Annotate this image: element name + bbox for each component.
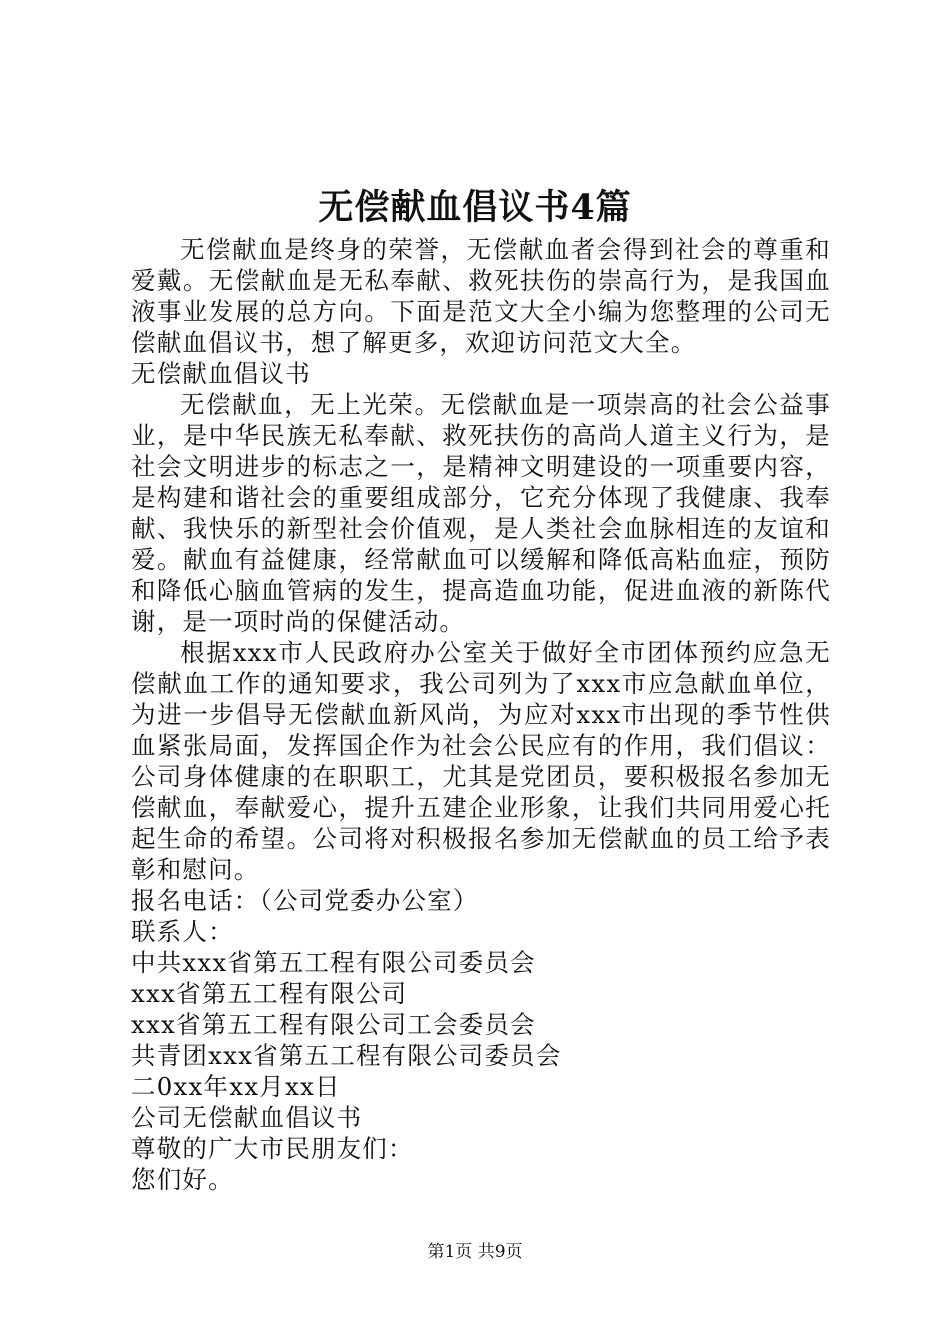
salutation-line: 尊敬的广大市民朋友们： <box>131 1134 414 1163</box>
greeting-line: 您们好。 <box>131 1165 234 1194</box>
section-heading: 无偿献血倡议书 <box>131 359 311 388</box>
body-paragraph-2: 根据xxx市人民政府办公室关于做好全市团体预约应急无偿献血工作的通知要求，我公司列为了xxx市应急献血单位，为进一步倡导无偿献血新风尚，为应对xxx市出现的季节性供血紧张局面，发挥国企作为社会公民应有的作用，我们倡议：公司身体健康的在职职工，尤其是党团员，要积极报名参加无偿献血，奉献爱心，提升五建企业形象，让我们共同用爱心托起生命的希望。公司将对积极报名参加无偿献血的员工给予表彰和慰问。 <box>131 638 831 884</box>
document-body <box>131 234 831 1195</box>
second-section-heading: 公司无偿献血倡议书 <box>131 1103 363 1132</box>
page-number-footer: 第1页 共9页 <box>427 1242 523 1262</box>
body-paragraph-1: 无偿献血，无上光荣。无偿献血是一项崇高的社会公益事业，是中华民族无私奉献、救死扶伤的高尚人道主义行为，是社会文明进步的标志之一，是精神文明建设的一项重要内容，是构建和谐社会的重要组成部分，它充分体现了我健康、我奉献、我快乐的新型社会价值观，是人类社会血脉相连的友谊和爱。献血有益健康，经常献血可以缓解和降低高粘血症，预防和降低心脑血管病的发生，提高造血功能，促进血液的新陈代谢，是一项时尚的保健活动。 <box>131 390 831 636</box>
signup-phone-line: 报名电话：（公司党委办公室） <box>131 886 479 915</box>
signatory-line-3: xxx省第五工程有限公司工会委员会 <box>131 1010 536 1039</box>
date-line: 二0xx年xx月xx日 <box>131 1072 341 1101</box>
signatory-line-1: 中共xxx省第五工程有限公司委员会 <box>131 948 536 977</box>
signatory-line-2: xxx省第五工程有限公司 <box>131 979 408 1008</box>
contact-line: 联系人： <box>131 917 234 946</box>
signatory-line-4: 共青团xxx省第五工程有限公司委员会 <box>131 1041 562 1070</box>
document-title: 无偿献血倡议书4篇 <box>318 187 632 228</box>
intro-paragraph: 无偿献血是终身的荣誉，无偿献血者会得到社会的尊重和爱戴。无偿献血是无私奉献、救死扶伤的崇高行为，是我国血液事业发展的总方向。下面是范文大全小编为您整理的公司无偿献血倡议书，想了解更多，欢迎访问范文大全。 <box>131 235 831 357</box>
